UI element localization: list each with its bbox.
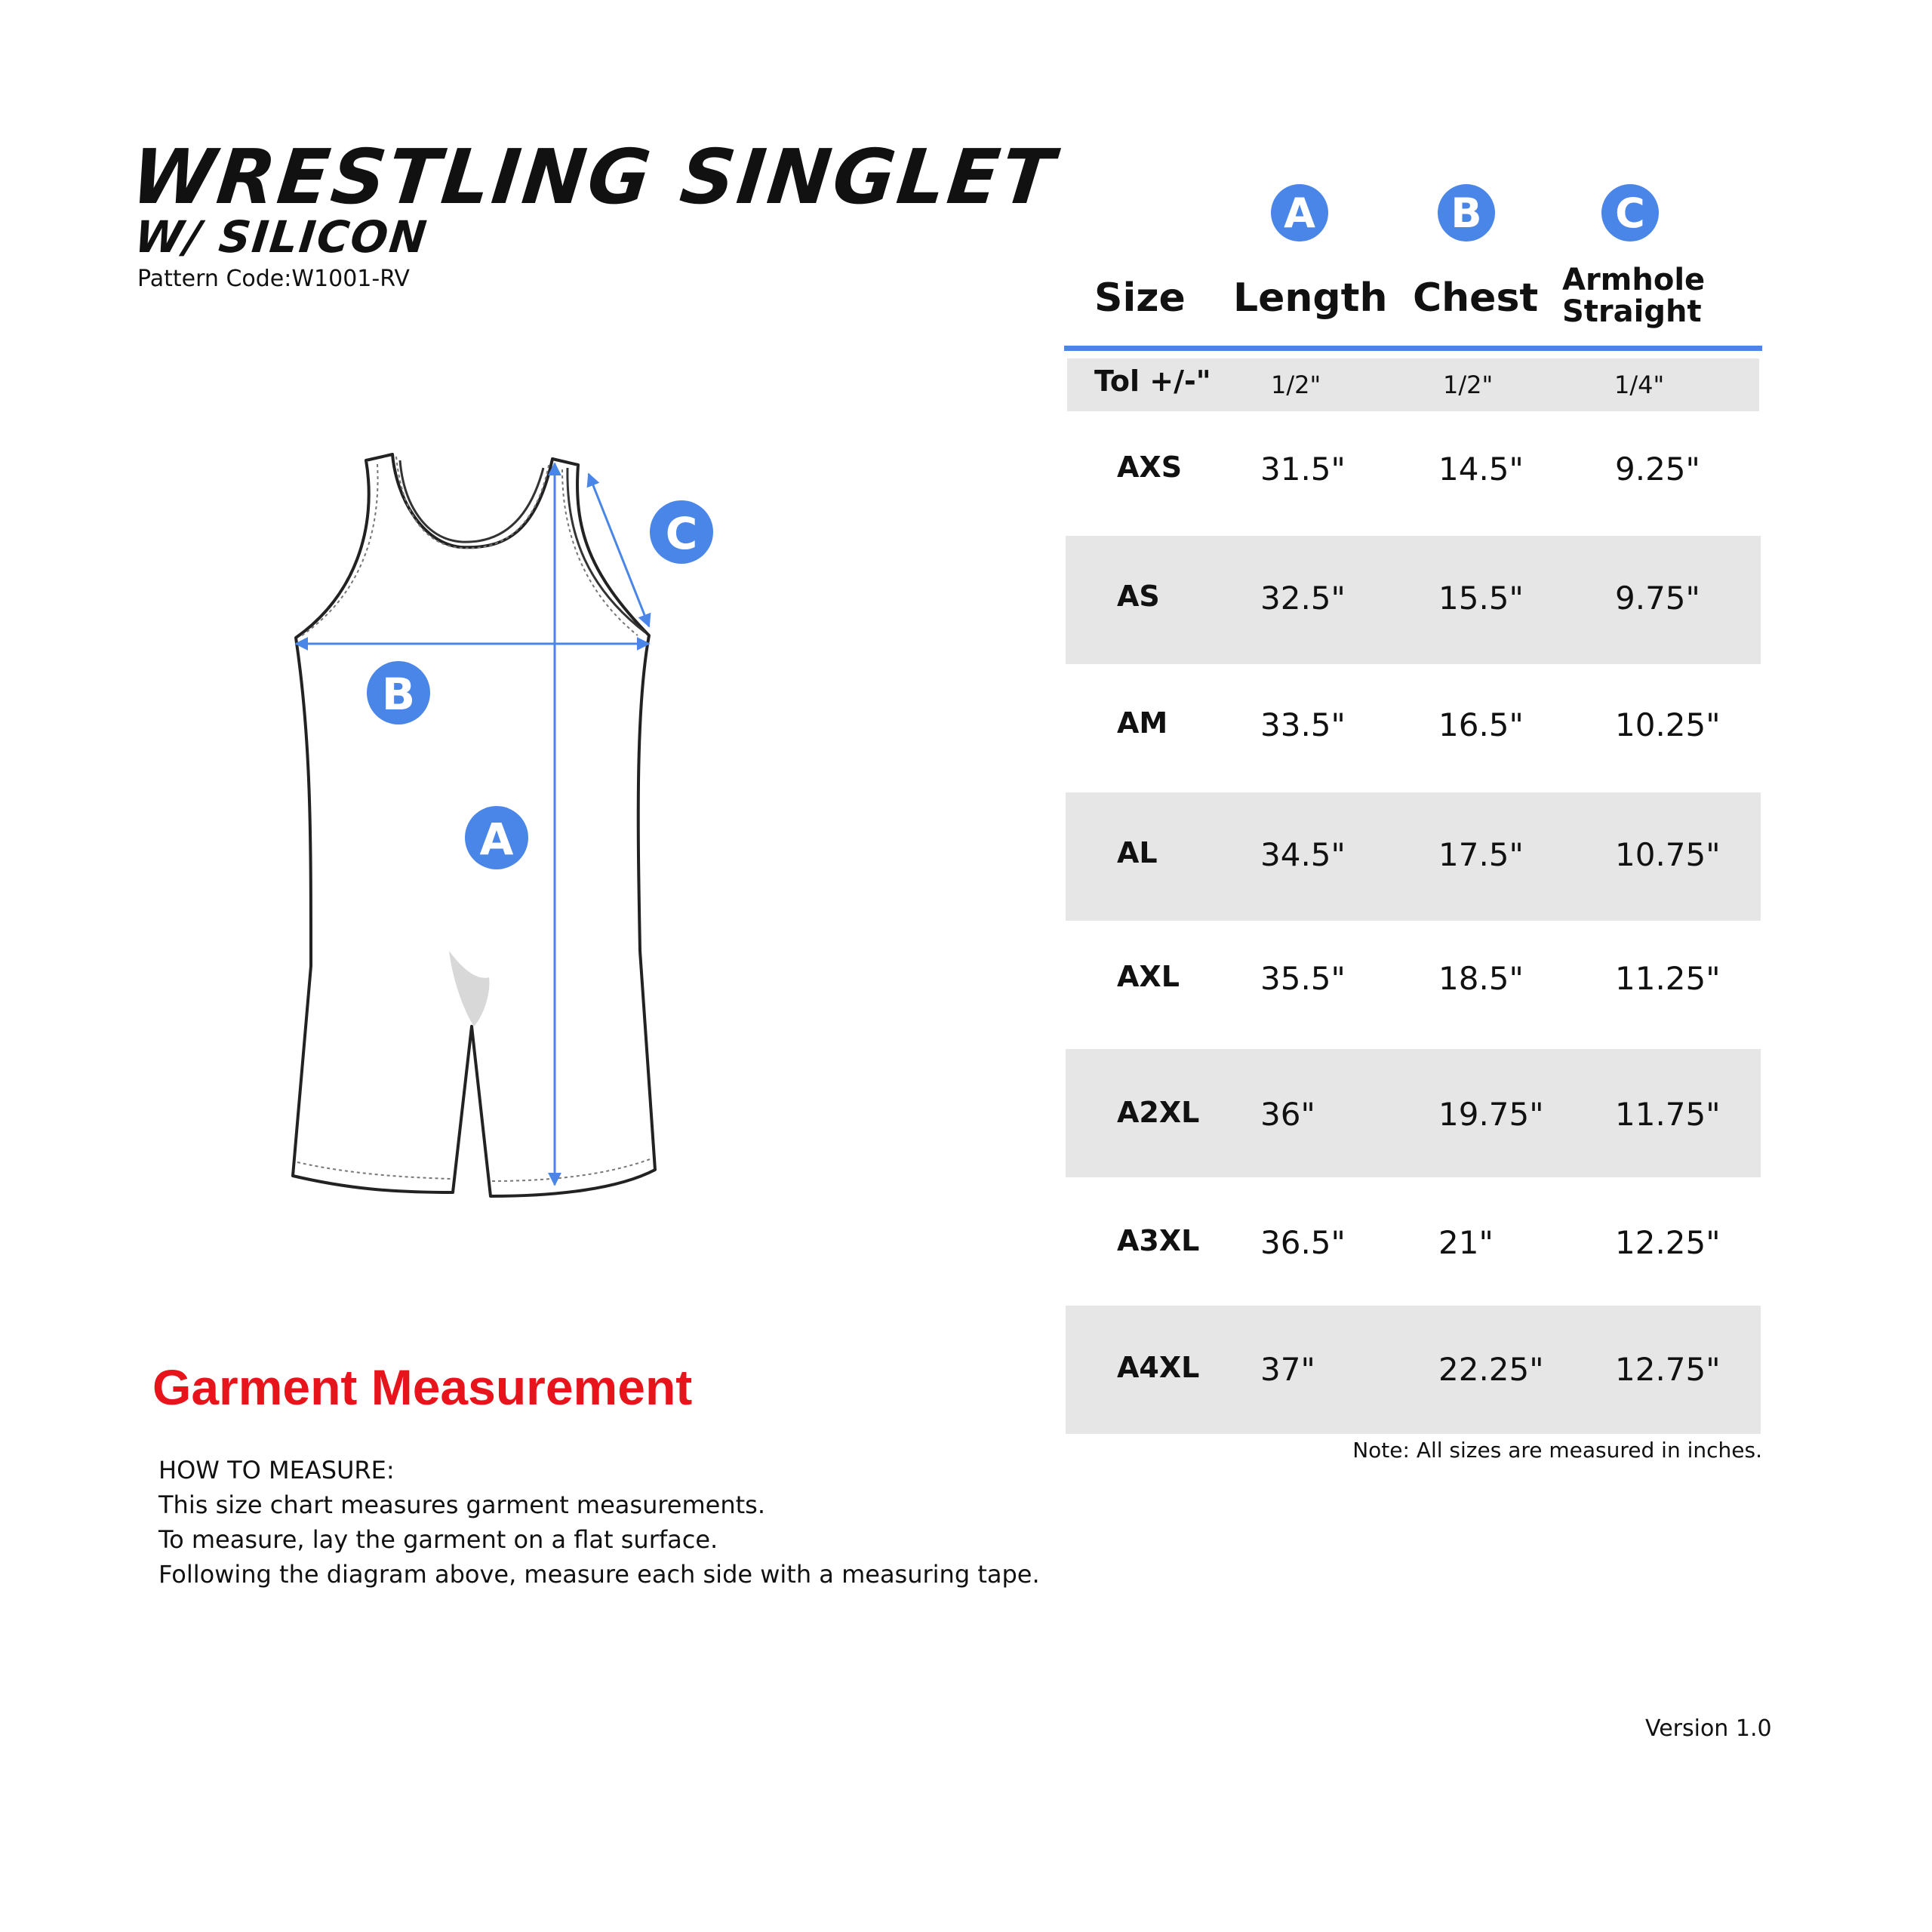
cell-length: 37" [1260,1351,1315,1388]
cell-armhole: 9.25" [1615,451,1700,488]
cell-chest: 17.5" [1438,836,1524,873]
cell-armhole: 10.75" [1615,836,1721,873]
cell-length: 34.5" [1260,836,1346,873]
cell-size: A4XL [1117,1351,1200,1384]
table-row [1066,1177,1761,1306]
instructions-line: Following the diagram above, measure each side with a measuring tape. [158,1560,1040,1589]
cell-size: A3XL [1117,1224,1200,1257]
cell-chest: 21" [1438,1224,1494,1261]
marker-c [650,500,713,564]
cell-chest: 14.5" [1438,451,1524,488]
table-row [1066,792,1761,921]
tolerance-armhole: 1/4" [1614,371,1665,399]
cell-armhole: 12.75" [1615,1351,1721,1388]
cell-length: 32.5" [1260,580,1346,617]
cell-armhole: 10.25" [1615,706,1721,743]
marker-c-label: C [665,508,698,559]
cell-size: AXL [1117,960,1180,993]
cell-length: 33.5" [1260,706,1346,743]
cell-size: AL [1117,836,1158,869]
col-header-chest: Chest [1413,275,1539,321]
instructions-line: This size chart measures garment measurements. [158,1491,766,1519]
cell-length: 31.5" [1260,451,1346,488]
measure-instructions [158,1453,1040,1592]
tolerance-length: 1/2" [1271,371,1321,399]
cell-length: 35.5" [1260,960,1346,997]
cell-chest: 19.75" [1438,1096,1544,1133]
table-row [1066,921,1761,1049]
col-header-armhole [1562,263,1706,329]
page-subtitle: W/ SILICON [132,211,431,263]
tolerance-row [1067,358,1759,411]
cell-size: AXS [1117,451,1183,484]
table-row [1066,1049,1761,1177]
cell-length: 36" [1260,1096,1315,1133]
marker-b [367,661,430,724]
col-header-armhole-line2: Straight [1562,294,1702,329]
table-row [1066,536,1761,664]
tolerance-label: Tol +/-" [1094,365,1211,398]
cell-chest: 16.5" [1438,706,1524,743]
col-header-length: Length [1233,275,1388,321]
table-row [1066,1306,1761,1434]
cell-armhole: 11.25" [1615,960,1721,997]
col-badge-a: A [1271,184,1328,242]
table-row [1066,664,1761,792]
cell-size: AM [1117,706,1168,740]
col-badge-b: B [1438,184,1495,242]
section-title: Garment Measurement [152,1359,693,1415]
cell-chest: 22.25" [1438,1351,1544,1388]
singlet-diagram [272,438,724,1223]
cell-size: A2XL [1117,1096,1200,1129]
size-table [1064,181,1762,1463]
marker-a-label: A [479,814,514,865]
table-note: Note: All sizes are measured in inches. [1352,1438,1762,1463]
version-label: Version 1.0 [1645,1715,1772,1742]
cell-size: AS [1117,580,1160,613]
table-row [1066,411,1761,540]
cell-armhole: 12.25" [1615,1224,1721,1261]
cell-chest: 15.5" [1438,580,1524,617]
tolerance-chest: 1/2" [1443,371,1494,399]
page-title: WRESTLING SINGLET [127,133,1060,221]
pattern-code: Pattern Code:W1001-RV [137,266,410,292]
cell-armhole: 11.75" [1615,1096,1721,1133]
cell-armhole: 9.75" [1615,580,1700,617]
header-rule [1064,346,1762,351]
marker-a [465,806,528,869]
cell-length: 36.5" [1260,1224,1346,1261]
instructions-line: To measure, lay the garment on a flat surface. [158,1525,718,1554]
marker-b-label: B [381,669,416,720]
cell-chest: 18.5" [1438,960,1524,997]
instructions-heading: HOW TO MEASURE: [158,1456,395,1484]
col-header-armhole-line1: Armhole [1562,263,1706,297]
col-badge-c: C [1601,184,1659,242]
col-header-size: Size [1094,275,1186,321]
